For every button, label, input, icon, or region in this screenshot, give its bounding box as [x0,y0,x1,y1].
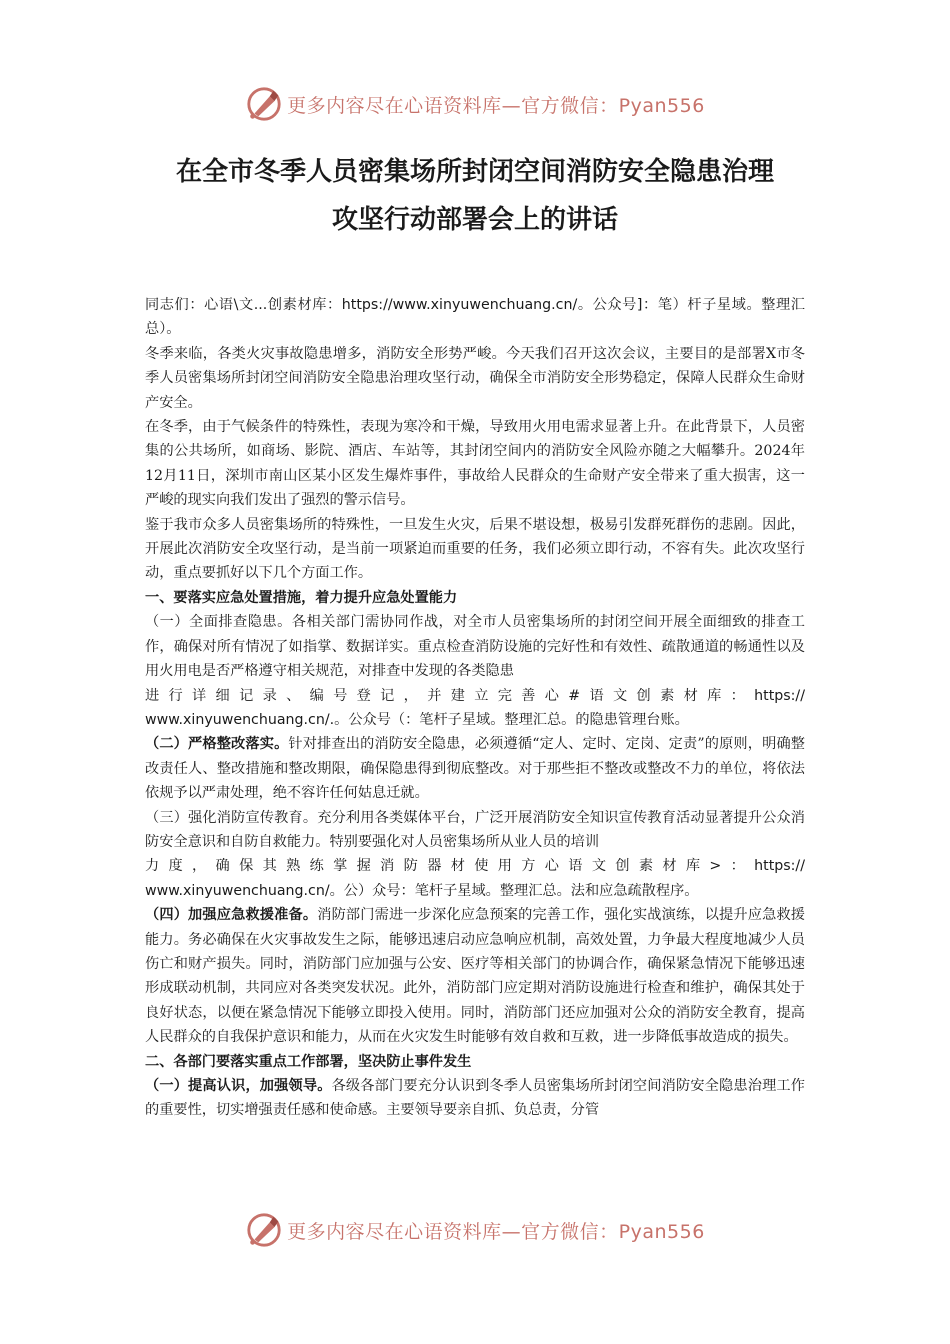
background-paragraph: 在冬季，由于气候条件的特殊性，表现为寒冷和干燥，导致用火用电需求显著上升。在此背景下，人员密集的公共场所，如商场、影院、酒店、车站等，其封闭空间内的消防安全风险亦随之大幅攀升。2024年12月11日，深圳市南山区某小区发生爆炸事件，事故给人民群众的生命财产安全带来了重大损害，这一严峻的现实向我们发出了强烈的警示信号。 [145,419,805,509]
item-1-4-lead: （四）加强应急救援准备。 [145,907,318,924]
banner-text: 更多内容尽在心语资料库—官方微信：Pyan556 [287,94,705,117]
document-body [145,293,805,1123]
item-2-1-body: 各级各部门要充分认识到冬季人员密集场所封闭空间消防安全隐患治理工作的重要性，切实增强责任感和使命感。主要领导要亲自抓、负总责，分管 [145,1078,805,1119]
urgency-paragraph: 鉴于我市众多人员密集场所的特殊性，一旦发生火灾，后果不堪设想，极易引发群死群伤的悲剧。因此，开展此次消防安全攻坚行动，是当前一项紧迫而重要的任务，我们必须立即行动，不容有失。此次攻坚行动，重点要抓好以下几个方面工作。 [145,516,805,582]
pen-nib-logo-icon [245,1211,283,1249]
section-heading-2: 二、各部门要落实重点工作部署，坚决防止事件发生 [145,1053,472,1070]
item-1-3-line-end: www.xinyuwenchuang.cn/。公）众号：笔杆子星域。整理汇总。法和应急疏散程序。 [145,882,699,899]
item-1-1-line-spread: 进行详细记录、编号登记，并建立完善心#语文创素材库：https:// [145,687,805,704]
title-line-2: 攻坚行动部署会上的讲话 [331,205,618,235]
section-heading-1: 一、要落实应急处置措施，着力提升应急处置能力 [145,589,458,606]
item-1-4-paragraph [145,903,805,1049]
greeting-paragraph: 同志们：心语\文...创素材库：https://www.xinyuwenchuang.cn/。公众号]：笔）杆子星域。整理汇总）。 [145,297,805,338]
header-watermark-banner [0,82,950,126]
item-2-1-paragraph [145,1074,805,1123]
intro-paragraph: 冬季来临，各类火灾事故隐患增多，消防安全形势严峻。今天我们召开这次会议，主要目的是部署X市冬季人员密集场所封闭空间消防安全隐患治理攻坚行动，确保全市消防安全形势稳定，保障人民群众生命财产安全。 [145,345,805,411]
item-1-2-lead: （二）严格整改落实。 [145,736,289,753]
footer-watermark-banner [0,1208,950,1252]
banner-text: 更多内容尽在心语资料库—官方微信：Pyan556 [287,1220,705,1243]
item-1-3-line-spread: 力度，确保其熟练掌握消防器材使用方心语文创素材库>：https:// [145,858,805,875]
item-1-1-line-end: www.xinyuwenchuang.cn/.。公众号（：笔杆子星域。整理汇总。的隐患管理台账。 [145,711,689,728]
item-1-2-paragraph [145,732,805,805]
item-1-3-text: （三）强化消防宣传教育。充分利用各类媒体平台，广泛开展消防安全知识宣传教育活动显著提升公众消防安全意识和自防自救能力。特别要强化对人员密集场所从业人员的培训 [145,809,805,850]
item-1-3-paragraph [145,806,805,855]
item-1-1-text: （一）全面排查隐患。各相关部门需协同作战，对全市人员密集场所的封闭空间开展全面细致的排查工作，确保对所有情况了如指掌、数据详实。重点检查消防设施的完好性和有效性、疏散通道的畅通性以及用火用电是否严格遵守相关规范，对排查中发现的各类隐患 [145,614,805,680]
title-line-1: 在全市冬季人员密集场所封闭空间消防安全隐患治理 [175,157,774,187]
item-2-1-lead: （一）提高认识，加强领导。 [145,1078,332,1094]
item-1-2-body: 针对排查出的消防安全隐患，必须遵循“定人、定时、定岗、定责”的原则，明确整改责任人、整改措施和整改期限，确保隐患得到彻底整改。对于那些拒不整改或整改不力的单位，将依法依规予以严肃处理，绝不容许任何姑息迁就。 [145,736,805,802]
page-title [100,148,850,244]
item-1-4-body: 消防部门需进一步深化应急预案的完善工作，强化实战演练，以提升应急救援能力。务必确保在火灾事故发生之际，能够迅速启动应急响应机制，高效处置，力争最大程度地减少人员伤亡和财产损失。同时，消防部门应加强与公安、医疗等相关部门的协调合作，确保紧急情况下能够迅速形成联动机制，共同应对各类突发状况。此外，消防部门应定期对消防设施进行检查和维护，确保其处于良好状态，以便在紧急情况下能够立即投入使用。同时，消防部门还应加强对公众的消防安全教育，提高人民群众的自我保护意识和能力，从而在火灾发生时能够有效自救和互救，进一步降低事故造成的损失。 [145,907,805,1046]
pen-nib-logo-icon [245,85,283,123]
item-1-1-paragraph [145,610,805,683]
